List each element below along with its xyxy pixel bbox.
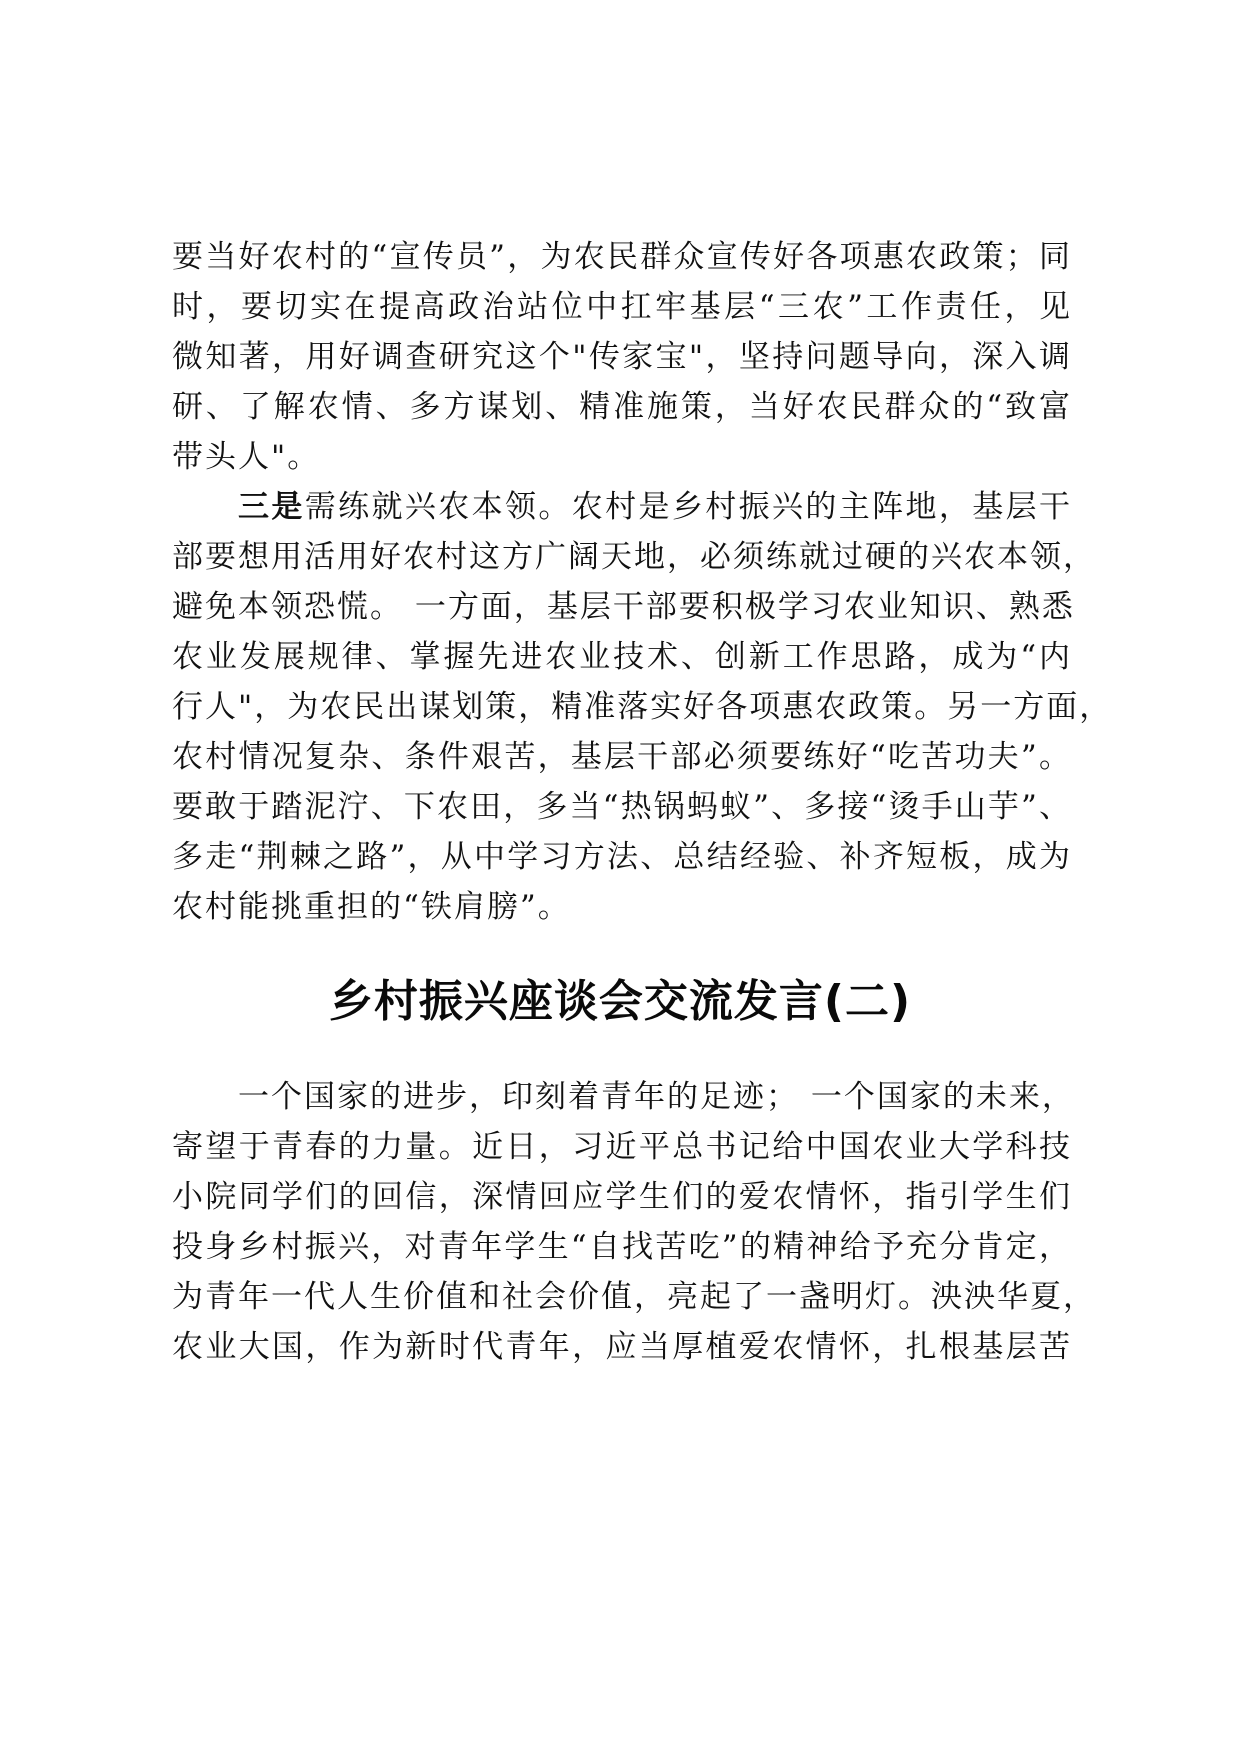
paragraph-line: 研、了解农情、多方谋划、精准施策，当好农民群众的“致富 bbox=[172, 389, 1072, 425]
paragraph-line: 避免本领恐慌。 一方面，基层干部要积极学习农业知识、熟悉 bbox=[172, 589, 1075, 625]
paragraph-line: 部要想用活用好农村这方广阔天地，必须练就过硬的兴农本领， bbox=[172, 539, 1096, 575]
paragraph-line: 农业大国，作为新时代青年，应当厚植爱农情怀，扎根基层苦 bbox=[172, 1329, 1072, 1365]
paragraph-line: 农村能挑重担的“铁肩膀”。 bbox=[172, 889, 571, 925]
paragraph-first-line: 一个国家的进步，印刻着青年的足迹； 一个国家的未来， bbox=[238, 1079, 1075, 1115]
paragraph-line: 投身乡村振兴，对青年学生“自找苦吃”的精神给予充分肯定， bbox=[172, 1229, 1072, 1265]
paragraph-line: 农业发展规律、掌握先进农业技术、创新工作思路，成为“内 bbox=[172, 639, 1072, 675]
paragraph-line: 多走“荆棘之路”，从中学习方法、总结经验、补齐短板，成为 bbox=[172, 839, 1072, 875]
paragraph-line-text: 需练就兴农本领。农村是乡村振兴的主阵地，基层干 bbox=[304, 489, 1072, 525]
paragraph-line: 小院同学们的回信，深情回应学生们的爱农情怀，指引学生们 bbox=[172, 1179, 1072, 1215]
paragraph-line: 要当好农村的“宣传员”，为农民群众宣传好各项惠农政策；同 bbox=[172, 239, 1072, 275]
section-heading: 乡村振兴座谈会交流发言(二) bbox=[328, 976, 912, 1027]
paragraph-lead-bold: 三是 bbox=[238, 489, 305, 525]
paragraph-rural-publicity bbox=[172, 232, 1072, 482]
paragraph-line: 微知著，用好调查研究这个"传家宝"，坚持问题导向，深入调 bbox=[172, 339, 1072, 375]
paragraph-youth-progress bbox=[172, 1072, 1096, 1372]
paragraph-line: 行人"，为农民出谋划策，精准落实好各项惠农政策。另一方面， bbox=[172, 689, 1113, 725]
paragraph-first-line bbox=[172, 482, 1072, 532]
paragraph-line: 农村情况复杂、条件艰苦，基层干部必须要练好“吃苦功夫”。 bbox=[172, 739, 1072, 775]
paragraph-line: 为青年一代人生价值和社会价值，亮起了一盏明灯。泱泱华夏， bbox=[172, 1279, 1096, 1315]
paragraph-line: 要敢于踏泥泞、下农田，多当“热锅蚂蚁”、多接“烫手山芋”、 bbox=[172, 789, 1072, 825]
paragraph-line: 时，要切实在提高政治站位中扛牢基层“三农”工作责任，见 bbox=[172, 289, 1072, 325]
paragraph-agricultural-skills bbox=[172, 482, 1113, 932]
paragraph-line: 带头人"。 bbox=[172, 439, 321, 475]
paragraph-line: 寄望于青春的力量。近日，习近平总书记给中国农业大学科技 bbox=[172, 1129, 1072, 1165]
